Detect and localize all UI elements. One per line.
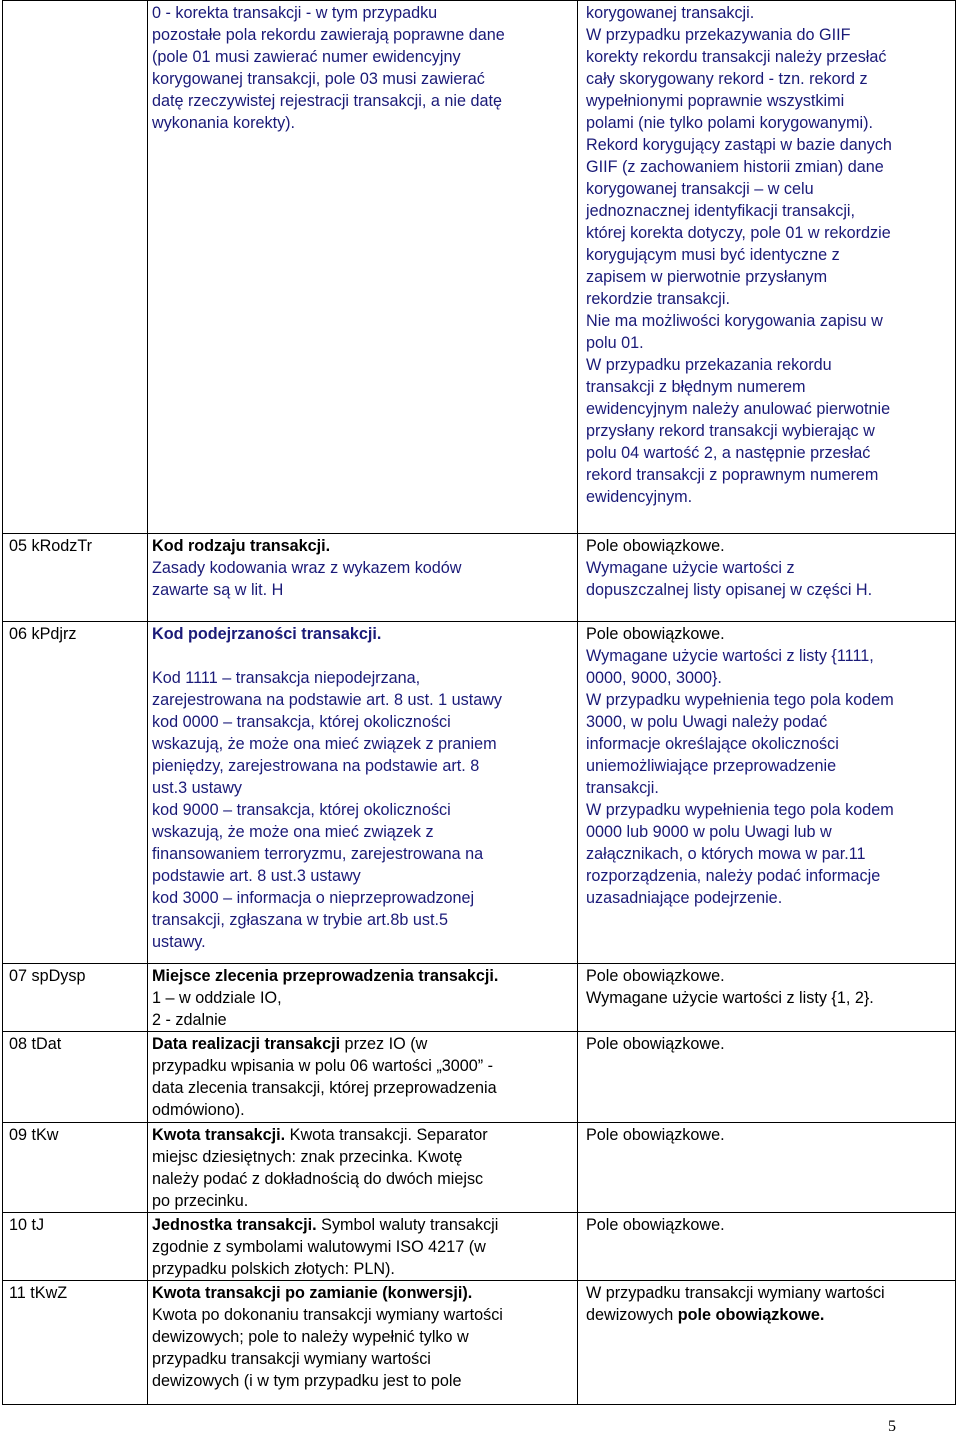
field-code-cell: [3, 1, 148, 534]
text-line: [152, 965, 577, 987]
text-line: [152, 579, 577, 601]
text-line: [586, 711, 951, 733]
text-line: [152, 24, 577, 46]
text-line: [586, 266, 951, 288]
text-segment: Kod 1111 – transakcja niepodejrzana,: [152, 669, 421, 687]
text-segment: jednoznacznej identyfikacji transakcji,: [586, 202, 856, 220]
text-segment: wypełnionymi poprawnie wszystkimi: [586, 92, 845, 110]
text-segment: wskazują, że może ona mieć związek z: [152, 823, 434, 841]
text-line: [586, 178, 951, 200]
text-segment: polu 04 wartość 2, a następnie przesłać: [586, 444, 871, 462]
field-rules-cell: [578, 1, 956, 534]
field-code-cell: [3, 1213, 148, 1281]
text-line: [586, 579, 951, 601]
text-segment: datę rzeczywistej rejestracji transakcji, a nie datę: [152, 92, 502, 110]
text-segment: 0000 lub 9000 w polu Uwagi lub w: [586, 823, 832, 841]
text-segment: Jednostka transakcji.: [152, 1216, 317, 1234]
text-line: [152, 821, 577, 843]
text-segment: 1 – w oddziale IO,: [152, 989, 282, 1007]
field-code: 09 tKw: [9, 1126, 59, 1144]
text-line: [586, 288, 951, 310]
text-line: [152, 799, 577, 821]
text-line: [152, 2, 577, 24]
text-segment: data zlecenia transakcji, której przeprowadzenia: [152, 1079, 497, 1097]
field-description-cell: [148, 1, 578, 534]
text-segment: przypadku polskich złotych: PLN).: [152, 1260, 395, 1278]
text-line: [152, 68, 577, 90]
text-segment: Kwota transakcji po zamianie (konwersji).: [152, 1284, 473, 1302]
text-segment: zawarte są w lit. H: [152, 581, 284, 599]
table-row: [3, 622, 956, 964]
field-code: 10 tJ: [9, 1216, 45, 1234]
field-description-cell: [148, 1123, 578, 1213]
text-line: [586, 442, 951, 464]
field-code-cell: [3, 1032, 148, 1123]
text-line: [152, 865, 577, 887]
text-line: [152, 1282, 577, 1304]
field-description-cell: [148, 1032, 578, 1123]
text-line: [152, 711, 577, 733]
text-line: [586, 777, 951, 799]
text-line: [152, 777, 577, 799]
text-line: [586, 733, 951, 755]
text-line: [586, 1304, 951, 1326]
text-segment: wskazują, że może ona mieć związek z praniem: [152, 735, 497, 753]
text-segment: ust.3 ustawy: [152, 779, 242, 797]
text-segment: pozostałe pola rekordu zawierają poprawne dane: [152, 26, 505, 44]
text-segment: transakcji, zgłaszana w trybie art.8b ust.5: [152, 911, 449, 929]
text-line: [586, 310, 951, 332]
text-line: [586, 420, 951, 442]
text-segment: 2 - zdalnie: [152, 1011, 227, 1029]
field-rules-cell: [578, 964, 956, 1032]
field-description-cell: [148, 622, 578, 964]
text-segment: korygującym musi być identyczne z: [586, 246, 840, 264]
text-segment: Pole obowiązkowe.: [586, 1035, 725, 1053]
text-segment: 3000, w polu Uwagi należy podać: [586, 713, 828, 731]
text-segment: przez IO (w: [340, 1035, 428, 1053]
text-line: [586, 557, 951, 579]
text-segment: uzasadniające podejrzenie.: [586, 889, 783, 907]
text-line: [152, 931, 577, 953]
text-segment: kod 9000 – transakcja, której okoliczności: [152, 801, 451, 819]
text-line: [586, 244, 951, 266]
text-segment: korygowanej transakcji.: [586, 4, 755, 22]
field-code: 08 tDat: [9, 1035, 62, 1053]
text-line: [152, 1055, 577, 1077]
text-segment: przypadku wpisania w polu 06 wartości „3000” -: [152, 1057, 494, 1075]
text-segment: Wymagane użycie wartości z listy {1111,: [586, 647, 874, 665]
text-segment: dopuszczalnej listy opisanej w części H.: [586, 581, 873, 599]
text-segment: Miejsce zlecenia przeprowadzenia transakcji.: [152, 967, 499, 985]
text-segment: cały skorygowany rekord - tzn. rekord z: [586, 70, 868, 88]
text-line: [152, 1258, 577, 1280]
text-line: [586, 1214, 951, 1236]
text-segment: należy podać z dokładnością do dwóch miejsc: [152, 1170, 484, 1188]
text-line: [152, 623, 577, 645]
table-row: [3, 1123, 956, 1213]
text-segment: W przypadku transakcji wymiany wartości: [586, 1284, 885, 1302]
text-segment: rekordzie transakcji.: [586, 290, 730, 308]
table-row: [3, 1, 956, 534]
text-segment: Nie ma możliwości korygowania zapisu w: [586, 312, 883, 330]
text-line: [152, 90, 577, 112]
field-code-cell: [3, 1123, 148, 1213]
text-line: [586, 24, 951, 46]
text-line: [586, 987, 951, 1009]
text-line: [152, 667, 577, 689]
text-segment: rekord transakcji z poprawnym numerem: [586, 466, 879, 484]
text-line: [586, 689, 951, 711]
text-line: [586, 134, 951, 156]
field-rules-cell: [578, 1123, 956, 1213]
text-segment: której korekta dotyczy, pole 01 w rekordzie: [586, 224, 891, 242]
field-description-cell: [148, 964, 578, 1032]
text-segment: po przecinku.: [152, 1192, 249, 1210]
text-line: [152, 689, 577, 711]
text-segment: Rekord korygujący zastąpi w bazie danych: [586, 136, 892, 154]
field-description-cell: [148, 1281, 578, 1405]
text-line: [152, 987, 577, 1009]
text-segment: ewidencyjnym należy anulować pierwotnie: [586, 400, 891, 418]
text-line: [586, 90, 951, 112]
text-line: [586, 843, 951, 865]
text-line: [586, 398, 951, 420]
text-segment: przysłany rekord transakcji wybierając w: [586, 422, 875, 440]
text-line: [152, 909, 577, 931]
text-segment: pieniędzy, zarejestrowana na podstawie art. 8: [152, 757, 480, 775]
text-segment: Kod podejrzaności transakcji.: [152, 625, 382, 643]
table-row: [3, 1281, 956, 1405]
text-segment: Pole obowiązkowe.: [586, 537, 725, 555]
text-line: [152, 1348, 577, 1370]
field-code: 11 tKwZ: [9, 1284, 68, 1302]
text-segment: Pole obowiązkowe.: [586, 967, 725, 985]
text-segment: miejsc dziesiętnych: znak przecinka. Kwotę: [152, 1148, 463, 1166]
text-segment: Wymagane użycie wartości z listy {1, 2}.: [586, 989, 874, 1007]
text-line: [586, 200, 951, 222]
field-description-cell: [148, 1213, 578, 1281]
text-segment: dewizowych (i w tym przypadku jest to pole: [152, 1372, 462, 1390]
text-segment: uniemożliwiające przeprowadzenie: [586, 757, 837, 775]
text-line: [586, 865, 951, 887]
text-segment: kod 3000 – informacja o nieprzeprowadzonej: [152, 889, 475, 907]
field-code-cell: [3, 622, 148, 964]
text-line: [586, 112, 951, 134]
text-segment: odmówiono).: [152, 1101, 245, 1119]
table-row: [3, 534, 956, 622]
text-line: [152, 733, 577, 755]
text-line: [586, 464, 951, 486]
field-code-cell: [3, 964, 148, 1032]
field-spec-table: [2, 0, 956, 1405]
text-line: [586, 1282, 951, 1304]
field-description-cell: [148, 534, 578, 622]
text-line: [586, 799, 951, 821]
text-line: [152, 1168, 577, 1190]
text-segment: W przypadku przekazania rekordu: [586, 356, 832, 374]
text-line: [586, 887, 951, 909]
text-line: [586, 486, 951, 508]
field-code-cell: [3, 534, 148, 622]
text-line: [586, 667, 951, 689]
text-line: [586, 376, 951, 398]
text-segment: Kwota transakcji.: [152, 1126, 286, 1144]
text-line: [586, 156, 951, 178]
table-row: [3, 1032, 956, 1123]
text-segment: 0 - korekta transakcji - w tym przypadku: [152, 4, 438, 22]
text-segment: zgodnie z symbolami walutowymi ISO 4217 (w: [152, 1238, 486, 1256]
text-segment: kod 0000 – transakcja, której okoliczności: [152, 713, 451, 731]
text-segment: 0000, 9000, 3000}.: [586, 669, 722, 687]
text-line: [586, 821, 951, 843]
text-segment: Zasady kodowania wraz z wykazem kodów: [152, 559, 462, 577]
text-line: [152, 887, 577, 909]
field-rules-cell: [578, 1213, 956, 1281]
text-line: [152, 1077, 577, 1099]
text-segment: załącznikach, o których mowa w par.11: [586, 845, 866, 863]
text-segment: Symbol waluty transakcji: [316, 1216, 499, 1234]
text-line: [586, 755, 951, 777]
text-line: [152, 112, 577, 134]
text-segment: ustawy.: [152, 933, 206, 951]
text-line: [152, 535, 577, 557]
text-line: [152, 843, 577, 865]
text-line: [586, 623, 951, 645]
text-line: [586, 965, 951, 987]
text-segment: korygowanej transakcji, pole 03 musi zawierać: [152, 70, 485, 88]
text-line: [586, 332, 951, 354]
text-line: [586, 222, 951, 244]
field-rules-cell: [578, 622, 956, 964]
text-segment: zarejestrowana na podstawie art. 8 ust. 1 ustawy: [152, 691, 503, 709]
text-segment: polu 01.: [586, 334, 644, 352]
text-segment: podstawie art. 8 ust.3 ustawy: [152, 867, 361, 885]
text-segment: finansowaniem terroryzmu, zarejestrowana na: [152, 845, 484, 863]
text-line: [152, 1099, 577, 1121]
text-segment: W przypadku wypełnienia tego pola kodem: [586, 691, 894, 709]
table-row: [3, 1213, 956, 1281]
text-segment: dewizowych; pole to należy wypełnić tylko w: [152, 1328, 469, 1346]
table-row: [3, 964, 956, 1032]
field-rules-cell: [578, 1281, 956, 1405]
text-line: [152, 1009, 577, 1031]
page-number: 5: [888, 1418, 896, 1435]
text-segment: W przypadku przekazywania do GIIF: [586, 26, 851, 44]
text-segment: pole obowiązkowe.: [673, 1306, 825, 1324]
text-segment: Kwota po dokonaniu transakcji wymiany wartości: [152, 1306, 503, 1324]
text-segment: Data realizacji transakcji: [152, 1035, 341, 1053]
text-segment: informacje określające okoliczności: [586, 735, 839, 753]
text-segment: W przypadku wypełnienia tego pola kodem: [586, 801, 894, 819]
text-segment: transakcji z błędnym numerem: [586, 378, 806, 396]
text-line: [152, 755, 577, 777]
text-line: [152, 1146, 577, 1168]
field-rules-cell: [578, 534, 956, 622]
text-line: [152, 1190, 577, 1212]
text-segment: (pole 01 musi zawierać numer ewidencyjny: [152, 48, 461, 66]
text-segment: Kod rodzaju transakcji.: [152, 537, 331, 555]
text-line: [152, 1326, 577, 1348]
text-segment: transakcji.: [586, 779, 659, 797]
text-segment: Kwota transakcji. Separator: [285, 1126, 488, 1144]
text-segment: GIIF (z zachowaniem historii zmian) dane: [586, 158, 884, 176]
text-segment: ewidencyjnym.: [586, 488, 693, 506]
text-line: [152, 1236, 577, 1258]
text-line: [152, 1304, 577, 1326]
text-line: [152, 1370, 577, 1392]
text-segment: korekty rekordu transakcji należy przesłać: [586, 48, 887, 66]
text-line: [586, 2, 951, 24]
text-segment: polami (nie tylko polami korygowanymi).: [586, 114, 873, 132]
text-segment: korygowanej transakcji – w celu: [586, 180, 814, 198]
field-rules-cell: [578, 1032, 956, 1123]
text-segment: Wymagane użycie wartości z: [586, 559, 795, 577]
text-line: [586, 645, 951, 667]
text-segment: Pole obowiązkowe.: [586, 1216, 725, 1234]
text-segment: zapisem w pierwotnie przysłanym: [586, 268, 828, 286]
text-line: [586, 46, 951, 68]
text-segment: Pole obowiązkowe.: [586, 1126, 725, 1144]
field-code: 06 kPdjrz: [9, 625, 77, 643]
text-line: [152, 1124, 577, 1146]
field-code-cell: [3, 1281, 148, 1405]
text-segment: wykonania korekty).: [152, 114, 296, 132]
field-code: 05 kRodzTr: [9, 537, 93, 555]
text-line: [152, 1214, 577, 1236]
text-line: [586, 354, 951, 376]
text-segment: Pole obowiązkowe.: [586, 625, 725, 643]
text-line: [586, 1033, 951, 1055]
text-segment: rozporządzenia, należy podać informacje: [586, 867, 881, 885]
text-line: [152, 557, 577, 579]
text-line: [152, 1033, 577, 1055]
text-segment: przypadku transakcji wymiany wartości: [152, 1350, 431, 1368]
text-line: [152, 46, 577, 68]
text-line: [586, 1124, 951, 1146]
text-line: [586, 68, 951, 90]
text-line: [152, 645, 577, 667]
text-segment: dewizowych: [586, 1306, 674, 1324]
field-code: 07 spDysp: [9, 967, 86, 985]
text-line: [586, 535, 951, 557]
